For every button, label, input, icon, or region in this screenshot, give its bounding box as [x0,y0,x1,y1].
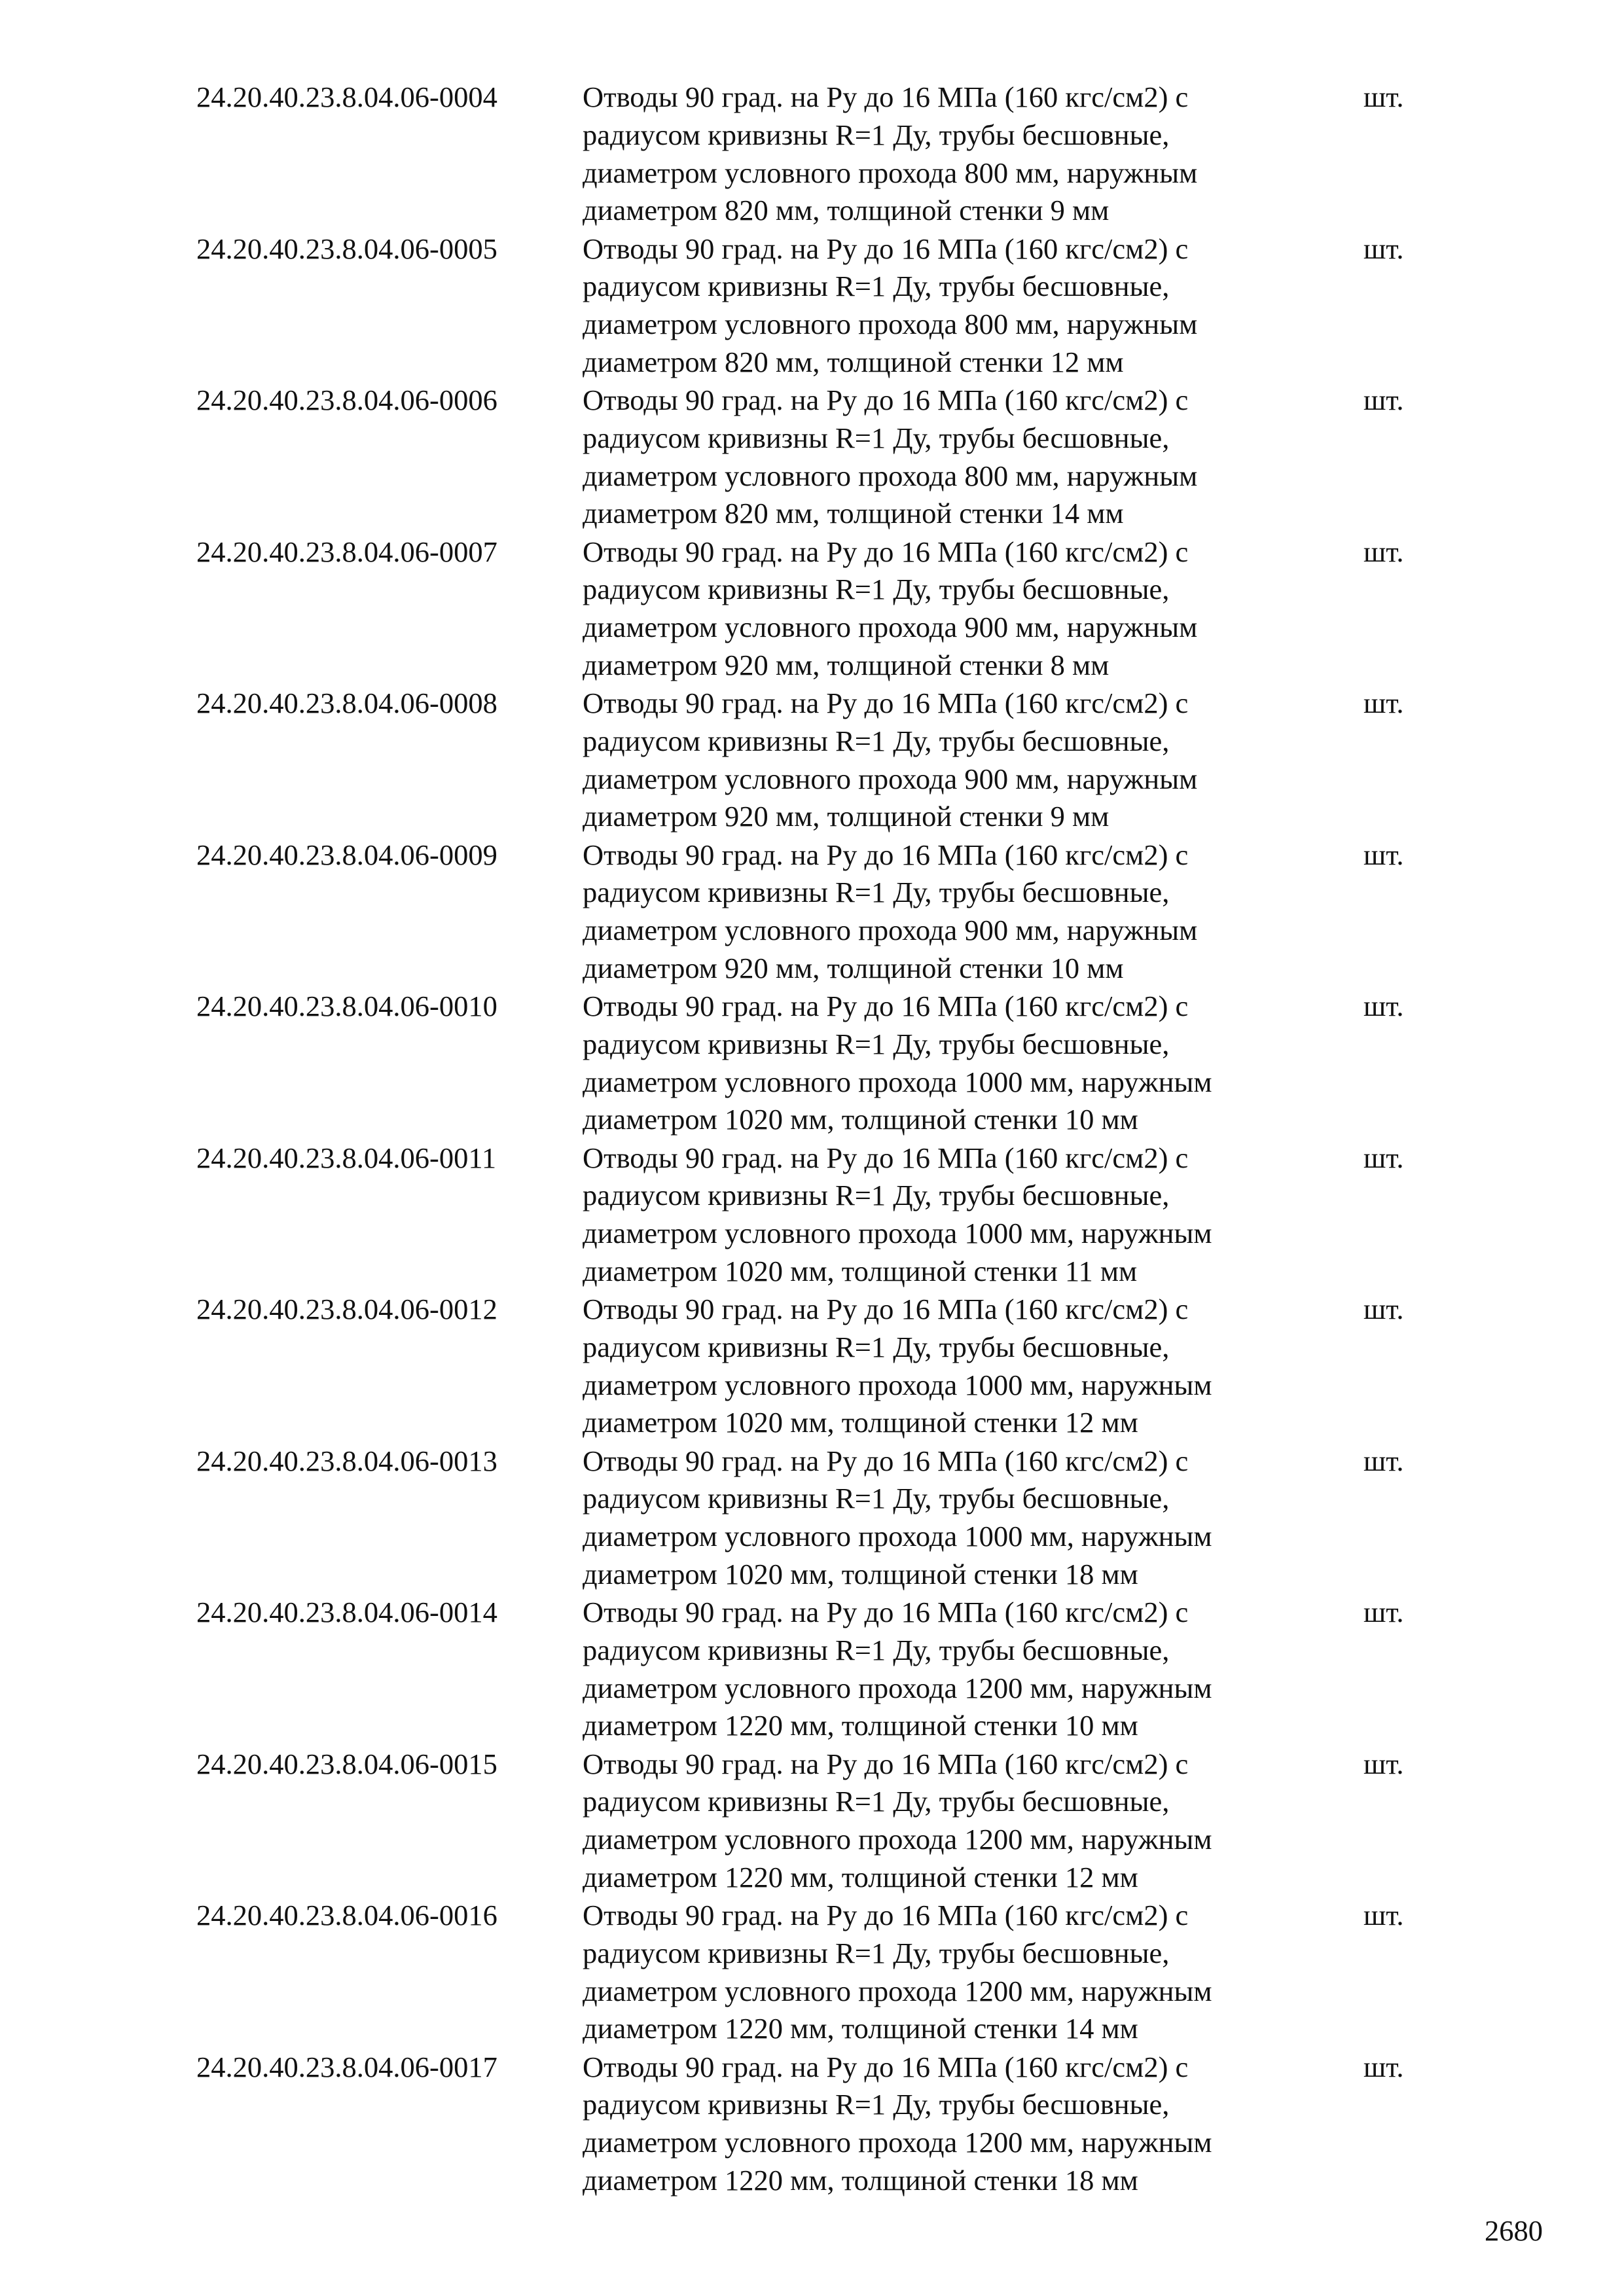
description-line: Отводы 90 град. на Ру до 16 МПа (160 кгс/см2) с [583,81,1189,113]
item-description [583,230,1316,382]
item-unit: шт. [1363,535,1404,568]
description-line: диаметром 820 мм, толщиной стенки 14 мм [583,497,1124,530]
description-line: диаметром условного прохода 900 мм, наружным [583,914,1198,947]
item-code: 24.20.40.23.8.04.06-0013 [196,1444,497,1477]
description-line: диаметром условного прохода 800 мм, наружным [583,459,1198,492]
table-row [196,1291,1440,1443]
item-description [583,988,1316,1139]
table-row [196,988,1440,1139]
item-description [583,1897,1316,2048]
item-unit: шт. [1363,1141,1404,1174]
description-line: Отводы 90 град. на Ру до 16 МПа (160 кгс/см2) с [583,990,1189,1022]
item-unit: шт. [1363,1596,1404,1628]
table-row [196,836,1440,988]
description-line: диаметром условного прохода 800 мм, наружным [583,156,1198,189]
item-code: 24.20.40.23.8.04.06-0016 [196,1899,497,1931]
description-line: радиусом кривизны R=1 Ду, трубы бесшовные, [583,1330,1170,1363]
description-line: радиусом кривизны R=1 Ду, трубы бесшовные, [583,1179,1170,1212]
description-line: Отводы 90 град. на Ру до 16 МПа (160 кгс/см2) с [583,1444,1189,1477]
item-unit: шт. [1363,2050,1404,2083]
description-line: диаметром условного прохода 1200 мм, наружным [583,1823,1212,1856]
description-line: Отводы 90 град. на Ру до 16 МПа (160 кгс/см2) с [583,838,1189,871]
item-unit: шт. [1363,384,1404,416]
item-description [583,79,1316,230]
table-row [196,1897,1440,2049]
item-unit: шт. [1363,81,1404,113]
description-line: радиусом кривизны R=1 Ду, трубы бесшовные, [583,724,1170,757]
description-line: диаметром 1220 мм, толщиной стенки 12 мм [583,1860,1138,1893]
description-line: Отводы 90 град. на Ру до 16 МПа (160 кгс/см2) с [583,232,1189,265]
description-line: радиусом кривизны R=1 Ду, трубы бесшовные, [583,1633,1170,1666]
item-unit: шт. [1363,838,1404,871]
item-code: 24.20.40.23.8.04.06-0010 [196,990,497,1022]
description-line: диаметром 1220 мм, толщиной стенки 10 мм [583,1709,1138,1742]
item-code: 24.20.40.23.8.04.06-0004 [196,81,497,113]
table-row [196,79,1440,230]
description-line: Отводы 90 град. на Ру до 16 МПа (160 кгс/см2) с [583,1293,1189,1325]
table-row [196,1594,1440,1746]
item-code: 24.20.40.23.8.04.06-0017 [196,2050,497,2083]
item-unit: шт. [1363,1899,1404,1931]
page-number: 2680 [1485,2214,1543,2247]
description-line: Отводы 90 град. на Ру до 16 МПа (160 кгс/см2) с [583,2050,1189,2083]
item-code: 24.20.40.23.8.04.06-0008 [196,687,497,719]
description-line: диаметром условного прохода 1200 мм, наружным [583,1671,1212,1704]
table-row [196,1139,1440,1291]
item-unit: шт. [1363,232,1404,265]
document-body [196,79,1440,2200]
item-code: 24.20.40.23.8.04.06-0014 [196,1596,497,1628]
description-line: диаметром 920 мм, толщиной стенки 10 мм [583,951,1124,984]
table-row [196,1443,1440,1594]
description-line: радиусом кривизны R=1 Ду, трубы бесшовные, [583,2088,1170,2121]
item-description [583,1594,1316,1745]
description-line: Отводы 90 град. на Ру до 16 МПа (160 кгс/см2) с [583,1747,1189,1780]
description-line: радиусом кривизны R=1 Ду, трубы бесшовные, [583,118,1170,151]
item-description [583,382,1316,533]
table-row [196,685,1440,836]
description-line: Отводы 90 град. на Ру до 16 МПа (160 кгс/см2) с [583,535,1189,568]
description-line: радиусом кривизны R=1 Ду, трубы бесшовные, [583,1027,1170,1060]
item-code: 24.20.40.23.8.04.06-0012 [196,1293,497,1325]
description-line: Отводы 90 град. на Ру до 16 МПа (160 кгс/см2) с [583,1596,1189,1628]
item-description [583,685,1316,836]
item-description [583,1139,1316,1291]
description-line: диаметром 1020 мм, толщиной стенки 11 мм [583,1254,1138,1287]
table-row [196,533,1440,685]
item-code: 24.20.40.23.8.04.06-0011 [196,1141,497,1174]
description-line: радиусом кривизны R=1 Ду, трубы бесшовные, [583,1936,1170,1969]
description-line: радиусом кривизны R=1 Ду, трубы бесшовные, [583,1785,1170,1818]
description-line: диаметром 820 мм, толщиной стенки 9 мм [583,194,1110,227]
item-code: 24.20.40.23.8.04.06-0009 [196,838,497,871]
description-line: Отводы 90 град. на Ру до 16 МПа (160 кгс/см2) с [583,384,1189,416]
item-description [583,836,1316,988]
description-line: диаметром 920 мм, толщиной стенки 8 мм [583,648,1110,681]
description-line: Отводы 90 град. на Ру до 16 МПа (160 кгс/см2) с [583,687,1189,719]
item-unit: шт. [1363,687,1404,719]
description-line: радиусом кривизны R=1 Ду, трубы бесшовные, [583,573,1170,606]
item-description [583,1291,1316,1442]
table-row [196,2049,1440,2200]
description-line: диаметром условного прохода 900 мм, наружным [583,611,1198,644]
description-line: диаметром 1020 мм, толщиной стенки 10 мм [583,1103,1138,1136]
description-line: Отводы 90 град. на Ру до 16 МПа (160 кгс/см2) с [583,1141,1189,1174]
description-line: диаметром 1220 мм, толщиной стенки 14 мм [583,2012,1138,2045]
table-row [196,230,1440,382]
description-line: диаметром 920 мм, толщиной стенки 9 мм [583,800,1110,833]
description-line: диаметром условного прохода 1000 мм, наружным [583,1368,1212,1401]
item-unit: шт. [1363,990,1404,1022]
description-line: диаметром условного прохода 1200 мм, наружным [583,1974,1212,2007]
description-line: диаметром условного прохода 800 мм, наружным [583,308,1198,341]
description-line: радиусом кривизны R=1 Ду, трубы бесшовные, [583,421,1170,454]
item-code: 24.20.40.23.8.04.06-0015 [196,1747,497,1780]
item-description [583,1746,1316,1897]
table-row [196,382,1440,533]
description-line: диаметром 820 мм, толщиной стенки 12 мм [583,345,1124,378]
item-unit: шт. [1363,1747,1404,1780]
description-line: диаметром 1220 мм, толщиной стенки 18 мм [583,2163,1138,2197]
description-line: диаметром 1020 мм, толщиной стенки 18 мм [583,1557,1138,1590]
item-unit: шт. [1363,1444,1404,1477]
item-description [583,533,1316,685]
table-row [196,1746,1440,1897]
item-code: 24.20.40.23.8.04.06-0005 [196,232,497,265]
item-code: 24.20.40.23.8.04.06-0006 [196,384,497,416]
item-description [583,1443,1316,1594]
description-line: диаметром условного прохода 1000 мм, наружным [583,1520,1212,1553]
description-line: радиусом кривизны R=1 Ду, трубы бесшовные, [583,1482,1170,1515]
item-description [583,2049,1316,2200]
description-line: диаметром условного прохода 1200 мм, наружным [583,2126,1212,2159]
description-line: диаметром условного прохода 900 мм, наружным [583,762,1198,795]
description-line: Отводы 90 град. на Ру до 16 МПа (160 кгс/см2) с [583,1899,1189,1931]
item-unit: шт. [1363,1293,1404,1325]
description-line: радиусом кривизны R=1 Ду, трубы бесшовные, [583,270,1170,303]
description-line: диаметром условного прохода 1000 мм, наружным [583,1065,1212,1098]
description-line: радиусом кривизны R=1 Ду, трубы бесшовные, [583,876,1170,909]
description-line: диаметром 1020 мм, толщиной стенки 12 мм [583,1406,1138,1439]
description-line: диаметром условного прохода 1000 мм, наружным [583,1217,1212,1250]
item-code: 24.20.40.23.8.04.06-0007 [196,535,497,568]
